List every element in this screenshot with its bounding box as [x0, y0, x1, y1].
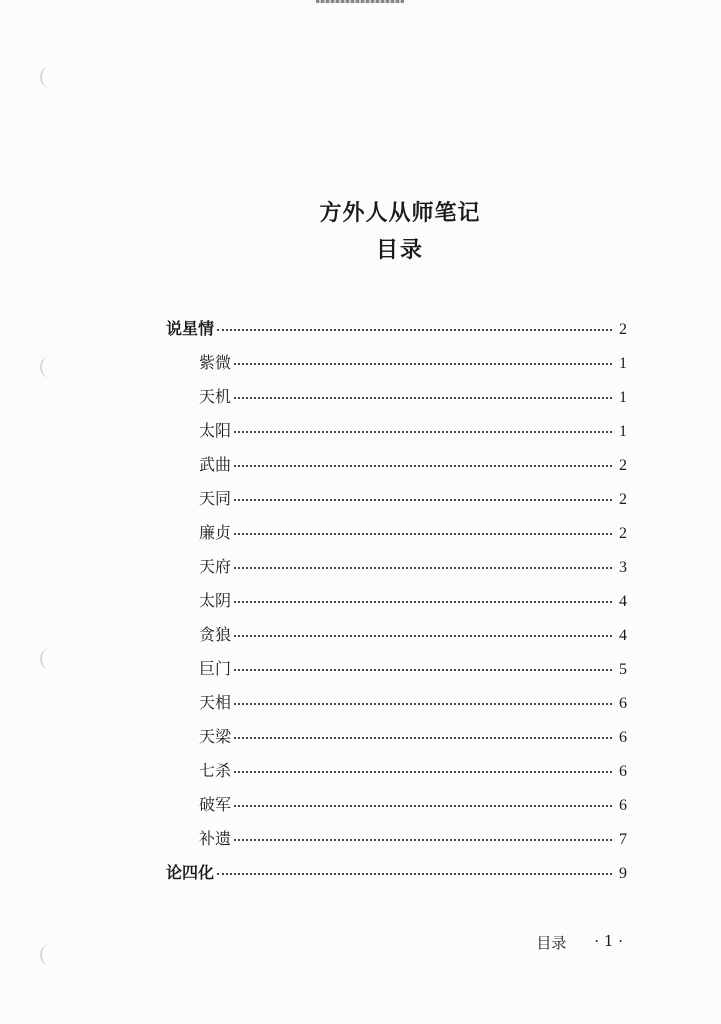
toc-section-entry[interactable]: [166, 860, 627, 886]
punch-hole-mark: [40, 356, 60, 378]
toc-entry-label: 补遗: [199, 829, 232, 848]
toc-dot-leader: [217, 328, 612, 331]
toc-dot-leader: [234, 430, 612, 433]
toc-entry-label: 天梁: [199, 727, 232, 746]
toc-entry-label: 贪狼: [199, 625, 232, 644]
toc-entry[interactable]: [199, 622, 627, 648]
toc-entry-page: 1: [619, 389, 627, 406]
toc-entry-page: 2: [619, 321, 627, 338]
footer-page-number: · 1 ·: [594, 932, 623, 950]
toc-dot-leader: [234, 702, 612, 705]
footer-section-label: 目录: [536, 934, 567, 952]
toc-entry-label: 太阳: [199, 421, 232, 440]
scan-top-mark: [316, 0, 404, 3]
toc-dot-leader: [234, 804, 612, 807]
toc-entry[interactable]: [199, 384, 627, 410]
toc-entry-label: 武曲: [199, 455, 232, 474]
toc-dot-leader: [234, 600, 612, 603]
toc-entry-page: 9: [619, 865, 627, 882]
toc-entry[interactable]: [199, 656, 627, 682]
toc-dot-leader: [234, 396, 612, 399]
toc-entry-page: 2: [619, 491, 627, 508]
toc-entry[interactable]: [199, 520, 627, 546]
page-footer: [536, 932, 623, 953]
toc-entry-label: 廉贞: [199, 523, 232, 542]
toc-dot-leader: [217, 872, 612, 875]
toc-entry-page: 3: [619, 559, 627, 576]
toc-entry-page: 1: [619, 355, 627, 372]
toc-entry-label: 说星情: [166, 319, 215, 338]
toc-entry[interactable]: [199, 554, 627, 580]
toc-entry-label: 论四化: [166, 863, 215, 882]
document-title: 方外人从师笔记: [319, 200, 481, 226]
toc-entry-label: 天机: [199, 387, 232, 406]
toc-dot-leader: [234, 736, 612, 739]
toc-entry[interactable]: [199, 792, 627, 818]
punch-hole-mark: [40, 648, 60, 670]
toc-entry-page: 6: [619, 729, 627, 746]
toc-entry-label: 破军: [199, 795, 232, 814]
toc-dot-leader: [234, 838, 612, 841]
toc-entry[interactable]: [199, 758, 627, 784]
toc-entry-page: 1: [619, 423, 627, 440]
punch-hole-mark: [40, 66, 60, 88]
punch-hole-mark: [40, 944, 60, 966]
toc-dot-leader: [234, 464, 612, 467]
toc-entry-label: 巨门: [199, 659, 232, 678]
toc-entry-label: 太阴: [199, 591, 232, 610]
toc-entry-label: 天同: [199, 489, 232, 508]
toc-entry-page: 2: [619, 457, 627, 474]
toc-entry[interactable]: [199, 486, 627, 512]
document-subtitle: 目录: [375, 237, 424, 263]
toc-section-entry[interactable]: [166, 316, 627, 342]
toc-entry[interactable]: [199, 690, 627, 716]
toc-entry-page: 6: [619, 797, 627, 814]
toc-dot-leader: [234, 362, 612, 365]
toc-entry-page: 4: [619, 627, 627, 644]
toc-dot-leader: [234, 668, 612, 671]
toc-entry-page: 6: [619, 763, 627, 780]
toc-dot-leader: [234, 498, 612, 501]
toc-entry-label: 七杀: [199, 761, 232, 780]
toc-entry-page: 7: [619, 831, 627, 848]
toc-entry-label: 紫微: [199, 353, 232, 372]
toc-entry-page: 5: [619, 661, 627, 678]
toc-entry[interactable]: [199, 724, 627, 750]
toc-dot-leader: [234, 566, 612, 569]
toc-entry-page: 6: [619, 695, 627, 712]
toc-entry[interactable]: [199, 350, 627, 376]
toc-entry[interactable]: [199, 826, 627, 852]
toc-entry-page: 2: [619, 525, 627, 542]
toc-entry[interactable]: [199, 452, 627, 478]
toc-entry[interactable]: [199, 588, 627, 614]
toc-dot-leader: [234, 532, 612, 535]
toc-entry[interactable]: [199, 418, 627, 444]
toc-entry-label: 天相: [199, 693, 232, 712]
toc-entry-label: 天府: [199, 557, 232, 576]
toc-entry-page: 4: [619, 593, 627, 610]
toc-dot-leader: [234, 634, 612, 637]
toc-dot-leader: [234, 770, 612, 773]
